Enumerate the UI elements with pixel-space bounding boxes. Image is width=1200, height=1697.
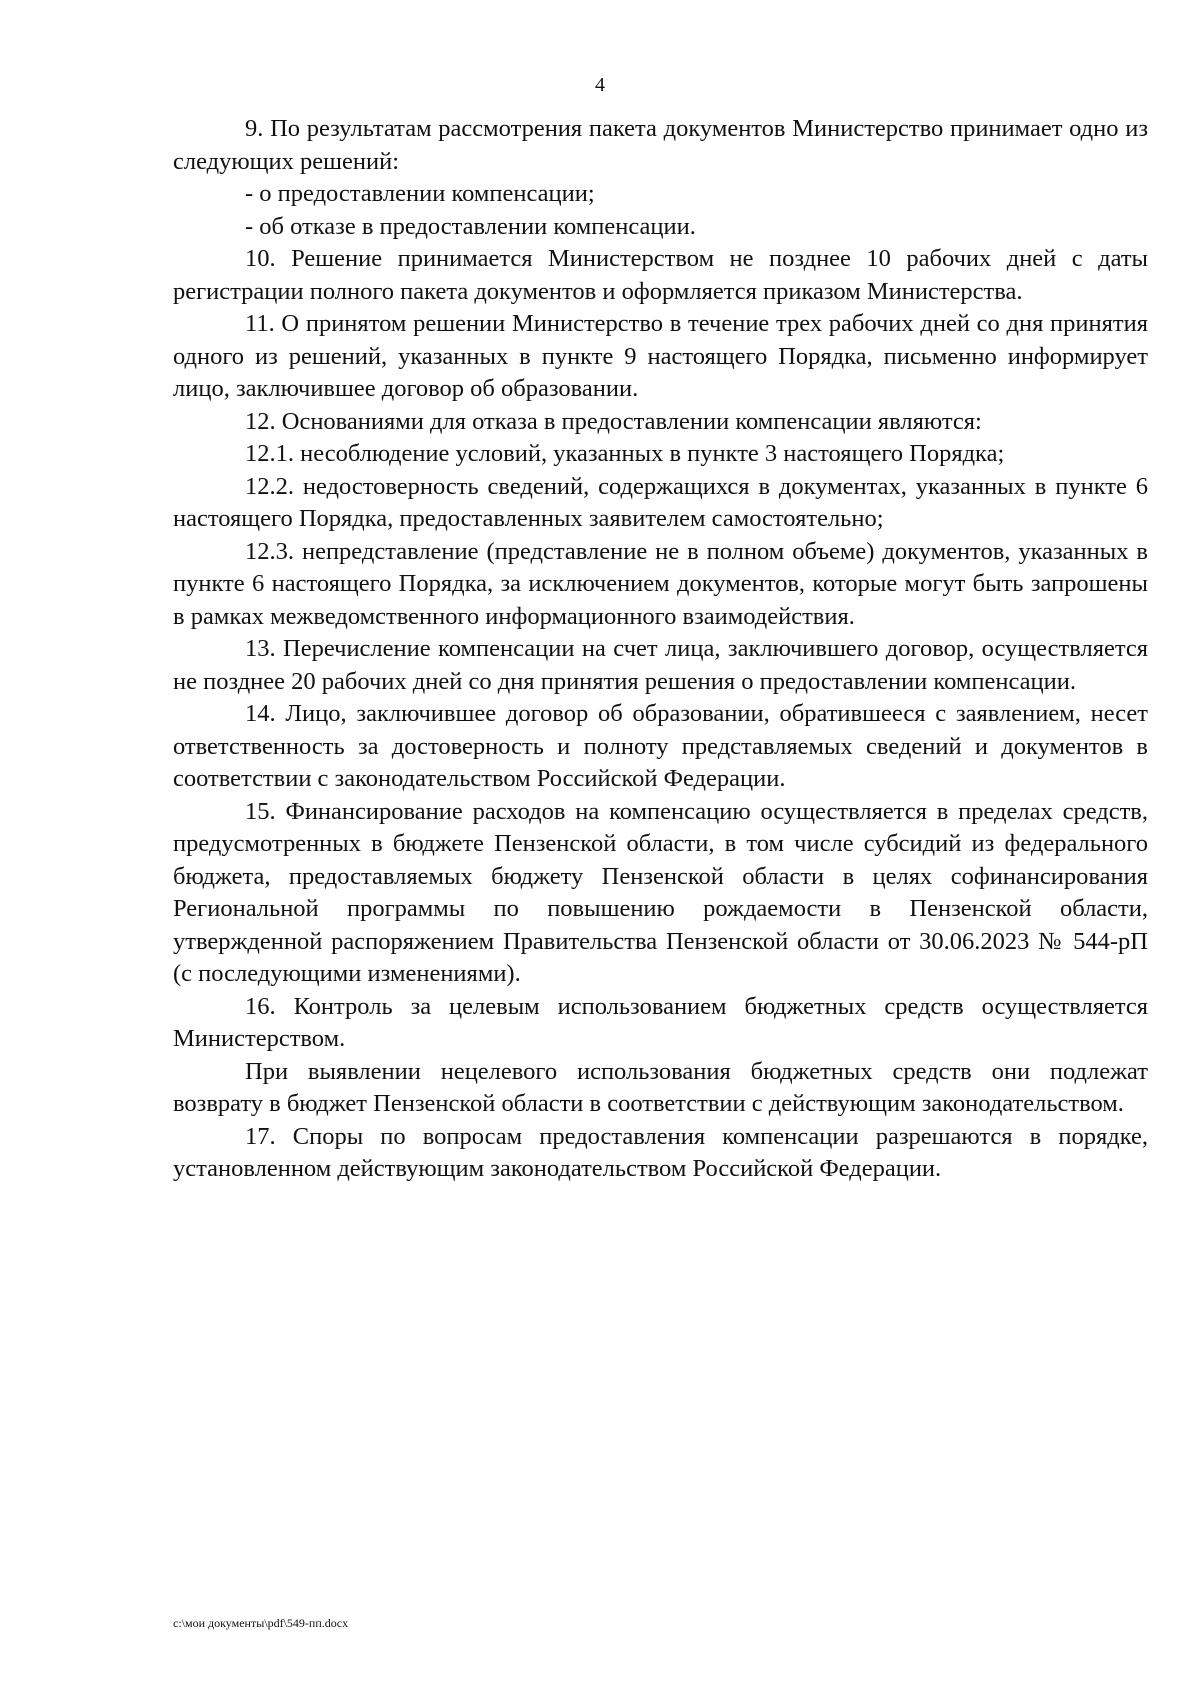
list-item-refuse: - об отказе в предоставлении компенсации. <box>245 212 696 240</box>
paragraph-16-misuse: При выявлении нецелевого использования бюджетных средств они подлежат возврату в бюджет Пензенской области в соответствии с действующим законодательством. <box>173 1057 1148 1117</box>
paragraph-16: 16. Контроль за целевым использованием бюджетных средств осуществляется Министерством. <box>173 992 1148 1052</box>
paragraph-14: 14. Лицо, заключившее договор об образовании, обратившееся с заявлением, несет ответственность за достоверность и полноту представляемых сведений и документов в соответствии с законодательством Российской Федерации. <box>173 700 1148 792</box>
file-path-footer: c:\мои документы\pdf\549-пп.docx <box>173 1616 349 1630</box>
paragraph-12-3: 12.3. непредставление (представление не в полном объеме) документов, указанных в пункте 6 настоящего Порядка, за исключением документов, которые могут быть запрошены в рамках межведомственного информационного взаимодействия. <box>173 537 1148 630</box>
paragraph-10: 10. Решение принимается Министерством не позднее 10 рабочих дней с даты регистрации полного пакета документов и оформляется приказом Министерства. <box>173 245 1148 305</box>
list-item-grant: - о предоставлении компенсации; <box>245 180 595 207</box>
paragraph-12: 12. Основаниями для отказа в предоставлении компенсации являются: <box>245 407 982 435</box>
paragraph-13: 13. Перечисление компенсации на счет лица, заключившего договор, осуществляется не позднее 20 рабочих дней со дня принятия решения о предоставлении компенсации. <box>173 635 1148 695</box>
paragraph-15: 15. Финансирование расходов на компенсацию осуществляется в пределах средств, предусмотренных в бюджете Пензенской области, в том числе субсидий из федерального бюджета, предоставляемых бюджету Пензенской области в целях софинансирования Региональной программы по повышению рождаемости в Пензенской области, утвержденной распоряжением Правительства Пензенской области от 30.06.2023 № 544-рП (с последующими изменениями). <box>173 797 1148 987</box>
paragraph-9: 9. По результатам рассмотрения пакета документов Министерство принимает одно из следующих решений: <box>173 115 1148 175</box>
paragraph-12-1: 12.1. несоблюдение условий, указанных в пункте 3 настоящего Порядка; <box>245 440 1005 467</box>
page-number: 4 <box>595 74 605 96</box>
paragraph-17: 17. Споры по вопросам предоставления компенсации разрешаются в порядке, установленном действующим законодательством Российской Федерации. <box>173 1122 1148 1182</box>
document-body <box>173 113 1148 1186</box>
paragraph-11: 11. О принятом решении Министерство в течение трех рабочих дней со дня принятия одного из решений, указанных в пункте 9 настоящего Порядка, письменно информирует лицо, заключившее договор об образовании. <box>173 310 1148 402</box>
paragraph-12-2: 12.2. недостоверность сведений, содержащихся в документах, указанных в пункте 6 настоящего Порядка, предоставленных заявителем самостоятельно; <box>173 472 1148 532</box>
